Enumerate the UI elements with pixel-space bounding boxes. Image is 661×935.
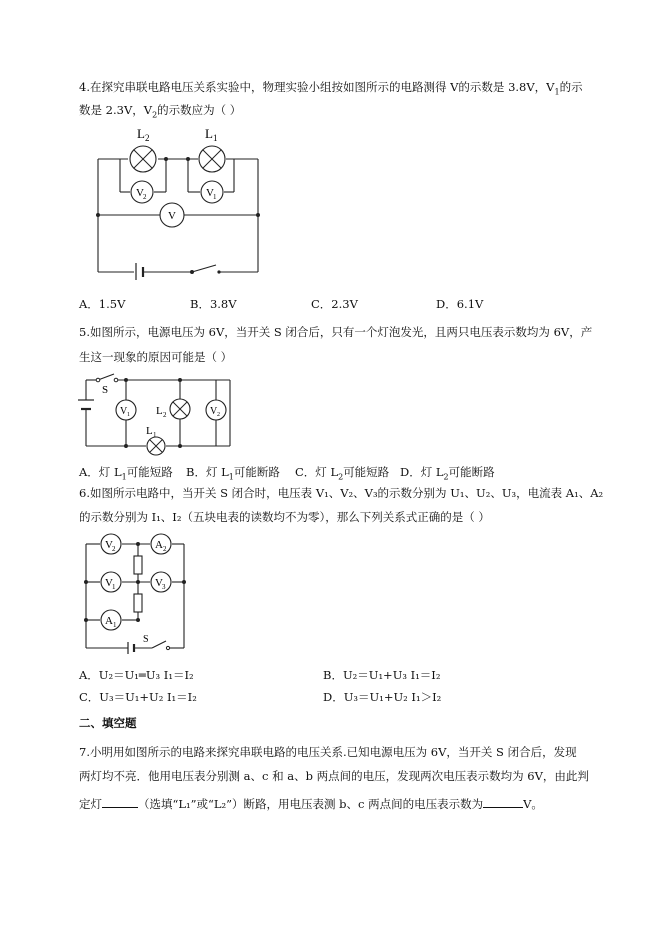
svg-text:V: V (168, 210, 176, 222)
q4-option-b[interactable]: B．3.8V (190, 297, 237, 311)
q5-option-b[interactable]: B．灯 $L_1$可能断路 (186, 465, 280, 482)
q4-option-d[interactable]: D．6.1V (436, 297, 484, 311)
svg-text:2: 2 (145, 133, 150, 143)
svg-text:V: V (136, 187, 144, 199)
q4-circuit-figure (92, 120, 272, 280)
svg-text:V: V (155, 577, 163, 589)
q6-option-c[interactable]: C．U₃＝U₁+U₂ I₁＝I₂ (79, 690, 197, 704)
q5-option-c[interactable]: C．灯 $L_2$可能短路 (295, 465, 390, 482)
svg-text:V: V (206, 187, 214, 199)
q5-circuit-figure (76, 370, 246, 460)
svg-text:L: L (146, 425, 153, 437)
svg-text:V: V (105, 577, 113, 589)
svg-text:2: 2 (217, 412, 220, 418)
q4-label-l2: L (137, 126, 145, 141)
q6-option-a[interactable]: A．U₂＝U₁═U₃ I₁＝I₂ (79, 668, 194, 682)
svg-text:V: V (210, 406, 218, 417)
q4-label-l1: L (205, 126, 213, 141)
svg-text:1: 1 (127, 412, 130, 418)
svg-text:2: 2 (163, 411, 167, 419)
q4-lamp-l2 (130, 146, 156, 172)
svg-text:3: 3 (162, 583, 166, 591)
svg-text:A: A (105, 615, 113, 627)
q7-blank-voltage[interactable] (483, 796, 523, 808)
svg-text:S: S (102, 384, 109, 396)
svg-text:2: 2 (143, 193, 147, 201)
q6-stem-line2: 的示数分别为 I₁、I₂（五块电表的读数均不为零），那么下列关系式正确的是（ ） (79, 510, 490, 524)
svg-text:S: S (143, 634, 149, 645)
q4-stem-line2: 数是 2.3V，$V_2$的示数应为（ ） (79, 103, 242, 120)
q4-battery (136, 263, 143, 280)
svg-text:L: L (156, 405, 163, 417)
q7-stem-line2: 两灯均不亮．他用电压表分别测 a、c 和 a、b 两点间的电压，发现两次电压表示数均为 6V，由此判 (79, 769, 589, 783)
q5-lamp-l2 (170, 399, 190, 419)
q5-stem-line2: 生这一现象的原因可能是（ ） (79, 350, 233, 364)
svg-text:1: 1 (153, 431, 157, 439)
q6-option-d[interactable]: D．U₃＝U₁+U₂ I₁＞I₂ (323, 690, 442, 704)
q5-option-d[interactable]: D．灯 $L_2$可能断路 (400, 465, 495, 482)
q7-blank-lamp[interactable] (102, 796, 138, 808)
q7-stem-line1: 7.小明用如图所示的电路来探究串联电路的电压关系.已知电源电压为 6V，当开关 S 闭合后，发现 (79, 745, 577, 759)
q4-lamp-l1 (199, 146, 225, 172)
svg-text:2: 2 (112, 545, 116, 553)
q7-stem-line3: 定灯 （选填“L₁”或“L₂”）断路，用电压表测 b、c 两点间的电压表示数为 V。 (79, 797, 543, 811)
svg-text:V: V (105, 539, 113, 551)
svg-text:2: 2 (163, 545, 167, 553)
q5-option-a[interactable]: A．灯 $L_1$可能短路 (79, 465, 173, 482)
q4-option-c[interactable]: C．2.3V (311, 297, 358, 311)
q5-stem-line1: 5.如图所示，电源电压为 6V，当开关 S 闭合后，只有一个灯泡发光，且两只电压表示数均为 6V，产 (79, 325, 593, 339)
svg-text:A: A (155, 539, 163, 551)
svg-text:1: 1 (113, 621, 117, 629)
q5-lamp-l1 (147, 437, 165, 455)
svg-text:1: 1 (213, 193, 217, 201)
q4-option-a[interactable]: A．1.5V (79, 297, 126, 311)
svg-text:V: V (120, 406, 128, 417)
section-title-fill-in: 二、填空题 (79, 716, 137, 730)
q4-stem-line1: 4.在探究串联电路电压关系实验中，物理实验小组按如图所示的电路测得 V的示数是 3.8V，$V_1$的示 (79, 80, 583, 97)
q6-resistor-top (134, 556, 142, 574)
svg-text:1: 1 (112, 583, 116, 591)
svg-text:1: 1 (213, 133, 218, 143)
q6-resistor-bottom (134, 594, 142, 612)
q6-circuit-figure (80, 528, 195, 658)
q6-stem-line1: 6.如图所示电路中，当开关 S 闭合时，电压表 V₁、V₂、V₃的示数分别为 U₁、U₂、U₃，电流表 A₁、A₂ (79, 486, 604, 500)
q6-option-b[interactable]: B．U₂＝U₁+U₃ I₁＝I₂ (323, 668, 441, 682)
